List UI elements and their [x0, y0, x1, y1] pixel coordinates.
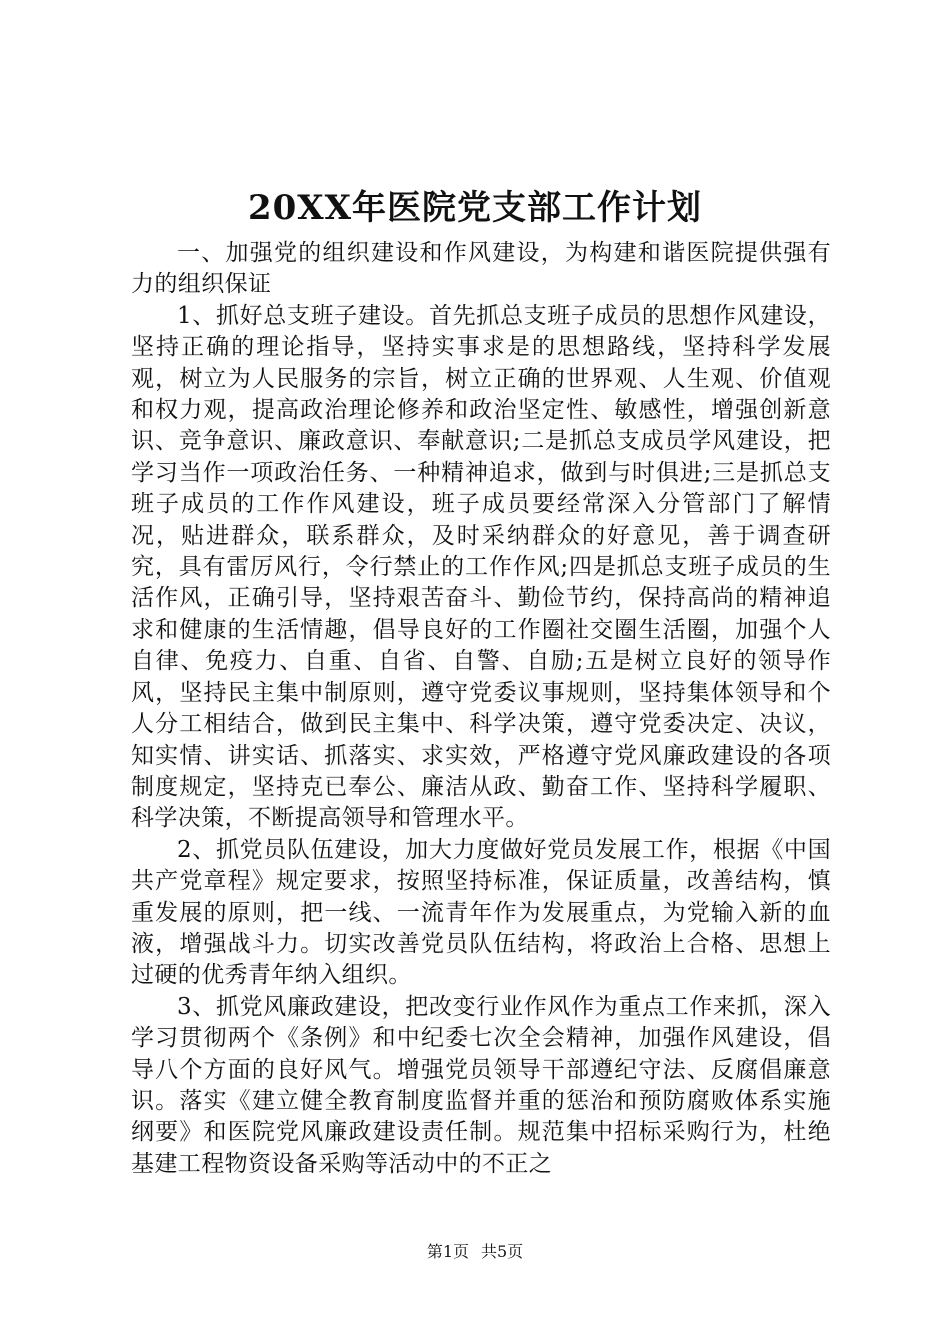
document-body [131, 238, 831, 1180]
paragraph-item-3: 3、抓党风廉政建设，把改变行业作风作为重点工作来抓，深入学习贯彻两个《条例》和中纪委七次全会精神，加强作风建设，倡导八个方面的良好风气。增强党员领导干部遵纪守法、反腐倡廉意识。落实《建立健全教育制度监督并重的惩治和预防腐败体系实施纲要》和医院党风廉政建设责任制。规范集中招标采购行为，杜绝基建工程物资设备采购等活动中的不正之 [131, 993, 831, 1177]
page-number-total: 共5页 [481, 1242, 524, 1261]
paragraph-item-2: 2、抓党员队伍建设，加大力度做好党员发展工作，根据《中国共产党章程》规定要求，按照坚持标准，保证质量，改善结构，慎重发展的原则，把一线、一流青年作为发展重点，为党输入新的血液，增强战斗力。切实改善党员队伍结构，将政治上合格、思想上过硬的优秀青年纳入组织。 [131, 836, 831, 989]
document-title: 20XX年医院党支部工作计划 [247, 188, 703, 228]
page-footer [0, 1240, 950, 1264]
page-number-current: 第1页 [426, 1242, 469, 1261]
paragraph-section-one-heading: 一、加强党的组织建设和作风建设，为构建和谐医院提供强有力的组织保证 [131, 240, 831, 298]
paragraph-item-1: 1、抓好总支班子建设。首先抓总支班子成员的思想作风建设，坚持正确的理论指导，坚持实事求是的思想路线，坚持科学发展观，树立为人民服务的宗旨，树立正确的世界观、人生观、价值观和权力观，提高政治理论修养和政治坚定性、敏感性，增强创新意识、竞争意识、廉政意识、奉献意识;二是抓总支成员学风建设，把学习当作一项政治任务、一种精神追求，做到与时俱进;三是抓总支班子成员的工作作风建设，班子成员要经常深入分管部门了解情况，贴进群众，联系群众，及时采纳群众的好意见，善于调查研究，具有雷厉风行，令行禁止的工作作风;四是抓总支班子成员的生活作风，正确引导，坚持艰苦奋斗、勤俭节约，保持高尚的精神追求和健康的生活情趣，倡导良好的工作圈社交圈生活圈，加强个人自律、免疫力、自重、自省、自警、自励;五是树立良好的领导作风，坚持民主集中制原则，遵守党委议事规则，坚持集体领导和个人分工相结合，做到民主集中、科学决策，遵守党委决定、决议，知实情、讲实话、抓落实、求实效，严格遵守党风廉政建设的各项制度规定，坚持克已奉公、廉洁从政、勤奋工作、坚持科学履职、科学决策，不断提高领导和管理水平。 [131, 302, 831, 832]
